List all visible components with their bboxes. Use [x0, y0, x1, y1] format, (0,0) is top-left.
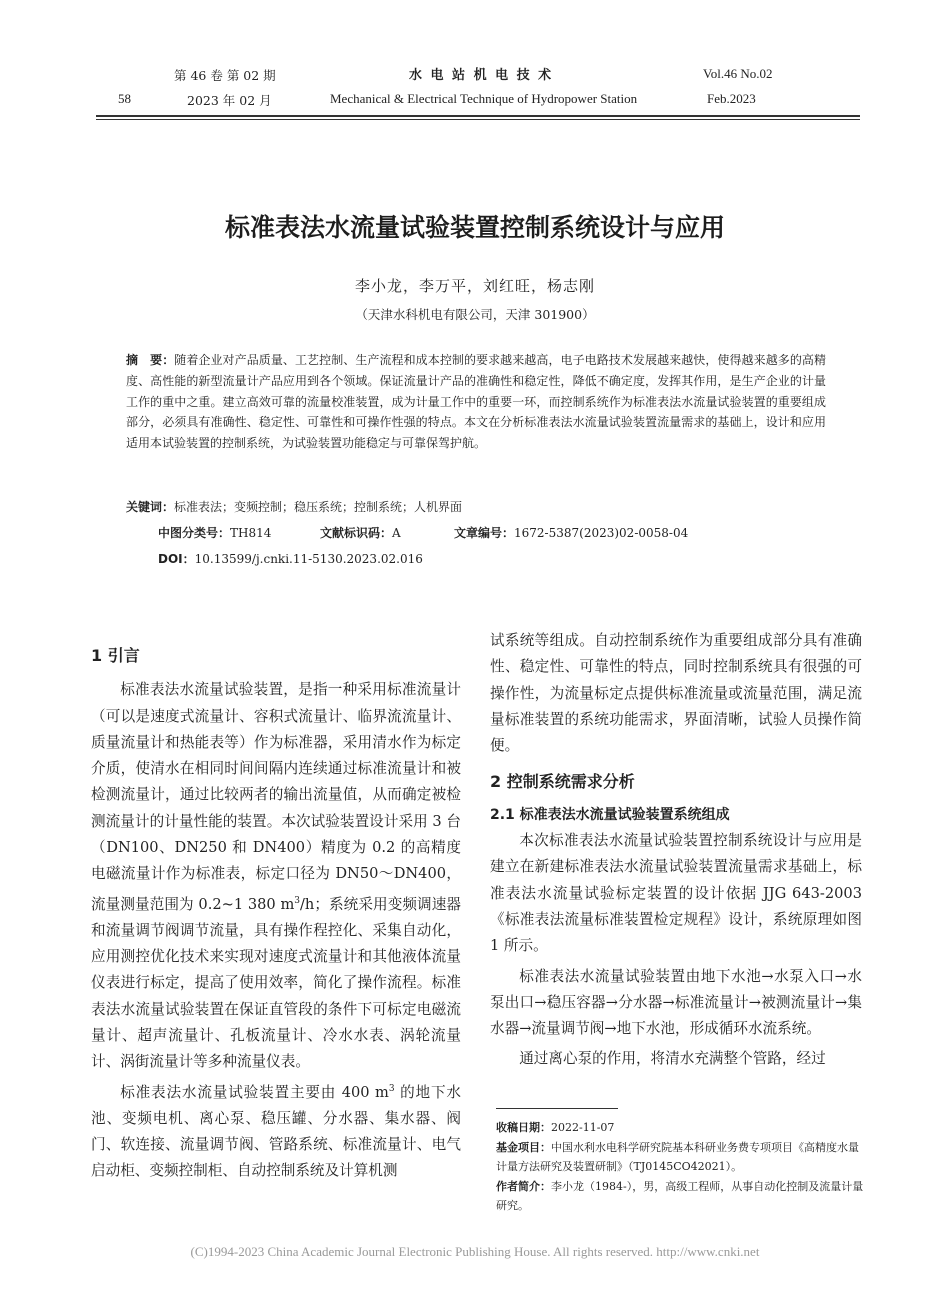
received-label: 收稿日期：	[496, 1121, 551, 1134]
header-volume-cn: 第 46 卷 第 02 期	[174, 68, 276, 83]
doc-code-label: 文献标识码：	[320, 526, 393, 540]
paragraph: 通过离心泵的作用，将清水充满整个管路，经过	[519, 1050, 826, 1068]
paragraph: 标准表法水流量试验装置由地下水池→水泵入口→水泵出口→稳压容器→分水器→标准流量计→被测流量计→集水器→流量调节阀→地下水池，形成循环水流系统。	[490, 967, 862, 1038]
article-title: 标准表法水流量试验装置控制系统设计与应用	[224, 213, 725, 242]
page-number: 58	[118, 91, 131, 106]
para1-tail: /h；系统采用变频调速器和流量调节阀调节流量，具有操作程控化、采集自动化，应用测控优化技术来实现对速度式流量计和其他液体流量仪表进行标定，提高了使用效率，简化了操作流程。标准表法水流量试验装置在保证直管段的条件下可标定电磁流量计、超声流量计、孔板流量计、冷水水表、涡轮流量计、涡街流量计等多种流量仪表。	[91, 895, 461, 1071]
header-volume-en: Vol.46 No.02	[703, 66, 773, 81]
fund-value: 中国水利水电科学研究院基本科研业务费专项项目《高精度水量计量方法研究及装置研制》（TJ0145CO42021）。	[496, 1140, 859, 1173]
doc-code	[320, 524, 401, 541]
doi-value: 10.13599/j.cnki.11-5130.2023.02.016	[194, 552, 423, 566]
copyright-notice: (C)1994-2023 China Academic Journal Electronic Publishing House. All rights reserved. http://www.cnki.net	[190, 1244, 760, 1259]
doi-label: DOI：	[158, 552, 195, 566]
section-1-title: 1 引言	[91, 646, 140, 665]
header-journal-cn: 水 电 站 机 电 技 术	[409, 68, 554, 83]
paragraph	[91, 1076, 461, 1185]
footnotes	[496, 1118, 866, 1216]
para1-text: 标准表法水流量试验装置，是指一种采用标准流量计（可以是速度式流量计、容积式流量计、临界流流量计、质量流量计和热能表等）作为标准器，采用清水作为标定介质，使清水在相同时间间隔内连续通过标准流量计和被检测流量计，通过比较两者的输出流量值，从而确定被检测流量计的计量性能的装置。本次试验装置设计采用 3 台（DN100、DN250 和 DN400）精度为 0.2 的高精度电磁流量计作为标准表，标定口径为 DN50～DN400，流量测量范围为 0.2~1 380 m	[91, 681, 461, 913]
clc-label: 中图分类号：	[158, 526, 231, 540]
keywords	[126, 498, 826, 515]
paragraph	[91, 677, 461, 1075]
keywords-label: 关键词：	[126, 500, 175, 514]
footnote-rule	[496, 1108, 618, 1109]
fund-label: 基金项目：	[496, 1140, 551, 1154]
received-value: 2022-11-07	[551, 1121, 615, 1134]
section-2-title: 2 控制系统需求分析	[490, 772, 635, 792]
author-value: 李小龙（1984-），男，高级工程师，从事自动化控制及流量计量研究。	[496, 1179, 864, 1212]
subsection-2-1-title: 2.1 标准表法水流量试验装置系统组成	[490, 806, 730, 823]
header-date-cn: 2023 年 02 月	[187, 93, 272, 108]
author-bio	[496, 1177, 866, 1216]
abstract-text: 随着企业对产品质量、工艺控制、生产流程和成本控制的要求越来越高，电子电路技术发展越来越快，使得越来越多的高精度、高性能的新型流量计产品应用到各个领域。保证流量计产品的准确性和稳定性，降低不确定度，发挥其作用，是生产企业的计量工作的重中之重。建立高效可靠的流量校准装置，成为计量工作中的重要一环，而控制系统作为标准表法水流量试验装置的重要组成部分，必须具有准确性、稳定性、可靠性和可操作性强的特点。本文在分析标准表法水流量试验装置流量需求的基础上，设计和应用适用本试验装置的控制系统，为试验装置功能稳定与可靠保驾护航。	[126, 353, 826, 451]
fund-project	[496, 1138, 866, 1177]
paragraph-continued: 试系统等组成。自动控制系统作为重要组成部分具有准确性、稳定性、可靠性的特点，同时控制系统具有很强的可操作性，为流量标定点提供标准流量或流量范围，满足流量标准装置的系统功能需求，界面清晰，试验人员操作简便。	[490, 632, 862, 755]
para2-head: 标准表法水流量试验装置主要由 400 m	[120, 1083, 389, 1101]
article-number-value: 1672-5387(2023)02-0058-04	[514, 526, 689, 540]
paragraph: 本次标准表法水流量试验装置控制系统设计与应用是建立在新建标准表法水流量试验装置流量需求基础上，标准表法水流量试验标定装置的设计依据 JJG 643-2003《标准表法流量标准装置检定规程》设计，系统原理如图 1 所示。	[490, 832, 862, 955]
header-rule-thick	[96, 115, 860, 117]
para2-tail: 的地下水池、变频电机、离心泵、稳压罐、分水器、集水器、阀门、软连接、流量调节阀、管路系统、标准流量计、电气启动柜、变频控制柜、自动控制系统及计算机测	[91, 1083, 461, 1180]
header-journal-en: Mechanical & Electrical Technique of Hydropower Station	[330, 91, 638, 106]
doi	[158, 550, 423, 567]
article-number	[454, 524, 688, 541]
right-column	[490, 628, 862, 1073]
received-date	[496, 1118, 866, 1138]
article-number-label: 文章编号：	[454, 526, 515, 540]
header-date-en: Feb.2023	[707, 91, 756, 106]
abstract	[126, 350, 826, 454]
clc-number	[158, 524, 271, 541]
left-column	[91, 643, 461, 1185]
keywords-text: 标准表法；变频控制；稳压系统；控制系统；人机界面	[174, 500, 463, 514]
para1-sup: 3	[294, 895, 301, 906]
doc-code-value: A	[392, 526, 401, 540]
clc-value: TH814	[230, 526, 272, 540]
article-authors: 李小龙，李万平，刘红旺，杨志刚	[354, 277, 595, 295]
para2-sup: 3	[388, 1083, 395, 1094]
header-rule-thin	[96, 119, 860, 120]
abstract-label: 摘 要：	[126, 353, 175, 367]
article-affiliation: （天津水科机电有限公司，天津 301900）	[355, 307, 595, 322]
author-label: 作者简介：	[496, 1179, 551, 1193]
